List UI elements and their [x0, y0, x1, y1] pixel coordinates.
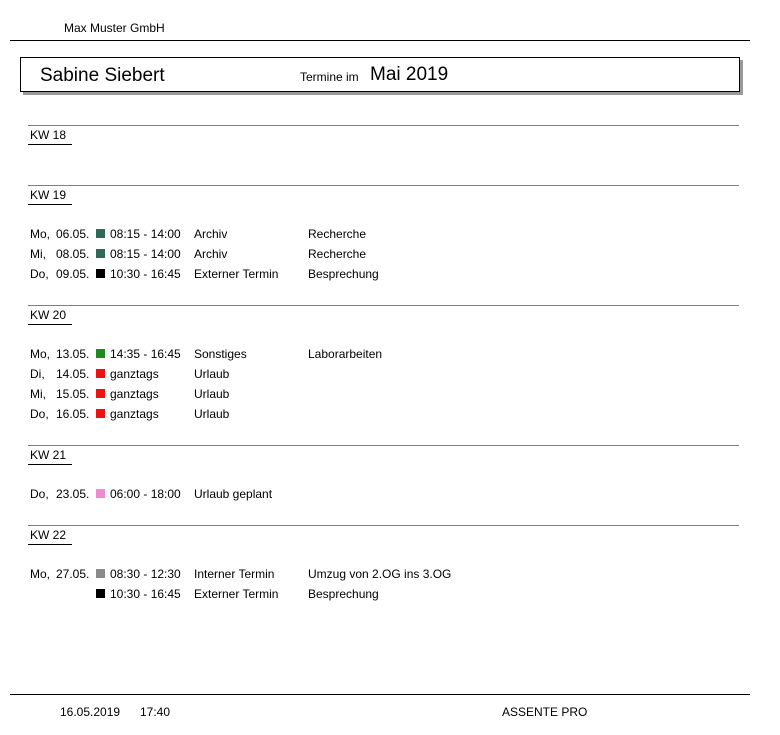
appointment-date: 15.05. [56, 387, 90, 401]
appointment-note: Umzug von 2.OG ins 3.OG [308, 567, 452, 581]
month-label: Mai 2019 [370, 64, 449, 85]
header-rule [10, 40, 750, 41]
week-label: KW 19 [30, 188, 67, 202]
appointment-time: 06:00 - 18:00 [110, 487, 181, 501]
category-color-swatch [96, 569, 105, 578]
week-label: KW 20 [30, 308, 67, 322]
week-section [28, 525, 739, 625]
week-label-underline [28, 324, 72, 325]
footer-date: 16.05.2019 [60, 705, 121, 719]
appointment-row [30, 367, 730, 387]
week-label: KW 18 [30, 128, 67, 142]
appointment-row [30, 487, 730, 507]
week-section [28, 445, 739, 525]
appointment-date: 16.05. [56, 407, 90, 421]
appointment-date: 14.05. [56, 367, 90, 381]
appointment-row [30, 227, 730, 247]
category-color-swatch [96, 269, 105, 278]
appointment-category: Interner Termin [194, 567, 275, 581]
appointment-date: 23.05. [56, 487, 90, 501]
week-section [28, 125, 739, 185]
appointment-date: 09.05. [56, 267, 90, 281]
appointment-note: Recherche [308, 227, 367, 241]
category-color-swatch [96, 249, 105, 258]
appointment-time: 08:15 - 14:00 [110, 227, 181, 241]
appointment-weekday: Do, [30, 487, 49, 501]
appointment-date: 27.05. [56, 567, 90, 581]
appointment-category: Urlaub geplant [194, 487, 273, 501]
appointment-row [30, 567, 730, 587]
appointment-weekday: Mo, [30, 227, 51, 241]
week-separator [28, 125, 739, 126]
week-label: KW 22 [30, 528, 67, 542]
week-section [28, 185, 739, 305]
appointment-weekday: Di, [30, 367, 45, 381]
appointment-category: Sonstiges [194, 347, 247, 361]
appointment-category: Archiv [194, 247, 228, 261]
footer-rule [10, 694, 750, 695]
appointment-time: 14:35 - 16:45 [110, 347, 181, 361]
category-color-swatch [96, 409, 105, 418]
week-separator [28, 305, 739, 306]
footer-time: 17:40 [140, 705, 171, 719]
appointment-date: 13.05. [56, 347, 90, 361]
appointment-time: 08:15 - 14:00 [110, 247, 181, 261]
appointment-weekday: Do, [30, 407, 49, 421]
category-color-swatch [96, 229, 105, 238]
appointment-weekday: Mi, [30, 247, 46, 261]
appointment-category: Archiv [194, 227, 228, 241]
week-label-underline [28, 544, 72, 545]
appointment-row [30, 387, 730, 407]
title-box [20, 57, 740, 92]
week-label-underline [28, 144, 72, 145]
appointment-time: ganztags [110, 407, 159, 421]
person-name: Sabine Siebert [40, 65, 165, 86]
company-name: Max Muster GmbH [64, 21, 165, 35]
appointment-category: Urlaub [194, 407, 230, 421]
appointment-note: Besprechung [308, 587, 379, 601]
appointment-note: Laborarbeiten [308, 347, 383, 361]
appointment-weekday: Mo, [30, 347, 51, 361]
week-separator [28, 445, 739, 446]
appointment-category: Externer Termin [194, 587, 279, 601]
title-label: Termine im [300, 70, 359, 84]
appointment-category: Externer Termin [194, 267, 279, 281]
appointment-date: 08.05. [56, 247, 90, 261]
appointment-weekday: Do, [30, 267, 49, 281]
appointment-date: 06.05. [56, 227, 90, 241]
appointment-row [30, 587, 730, 607]
appointment-time: ganztags [110, 387, 159, 401]
appointment-time: 10:30 - 16:45 [110, 267, 181, 281]
category-color-swatch [96, 489, 105, 498]
appointment-time: 08:30 - 12:30 [110, 567, 181, 581]
footer-app-name: ASSENTE PRO [502, 705, 588, 719]
appointment-row [30, 267, 730, 287]
week-label-underline [28, 204, 72, 205]
appointment-category: Urlaub [194, 367, 230, 381]
appointment-category: Urlaub [194, 387, 230, 401]
appointment-note: Besprechung [308, 267, 379, 281]
appointment-weekday: Mi, [30, 387, 46, 401]
appointment-row [30, 247, 730, 267]
appointment-time: 10:30 - 16:45 [110, 587, 181, 601]
week-separator [28, 185, 739, 186]
week-label: KW 21 [30, 448, 67, 462]
category-color-swatch [96, 589, 105, 598]
appointment-note: Recherche [308, 247, 367, 261]
category-color-swatch [96, 389, 105, 398]
appointment-row [30, 407, 730, 427]
category-color-swatch [96, 349, 105, 358]
appointment-time: ganztags [110, 367, 159, 381]
week-label-underline [28, 464, 72, 465]
appointment-row [30, 347, 730, 367]
week-section [28, 305, 739, 445]
category-color-swatch [96, 369, 105, 378]
appointment-weekday: Mo, [30, 567, 51, 581]
week-separator [28, 525, 739, 526]
